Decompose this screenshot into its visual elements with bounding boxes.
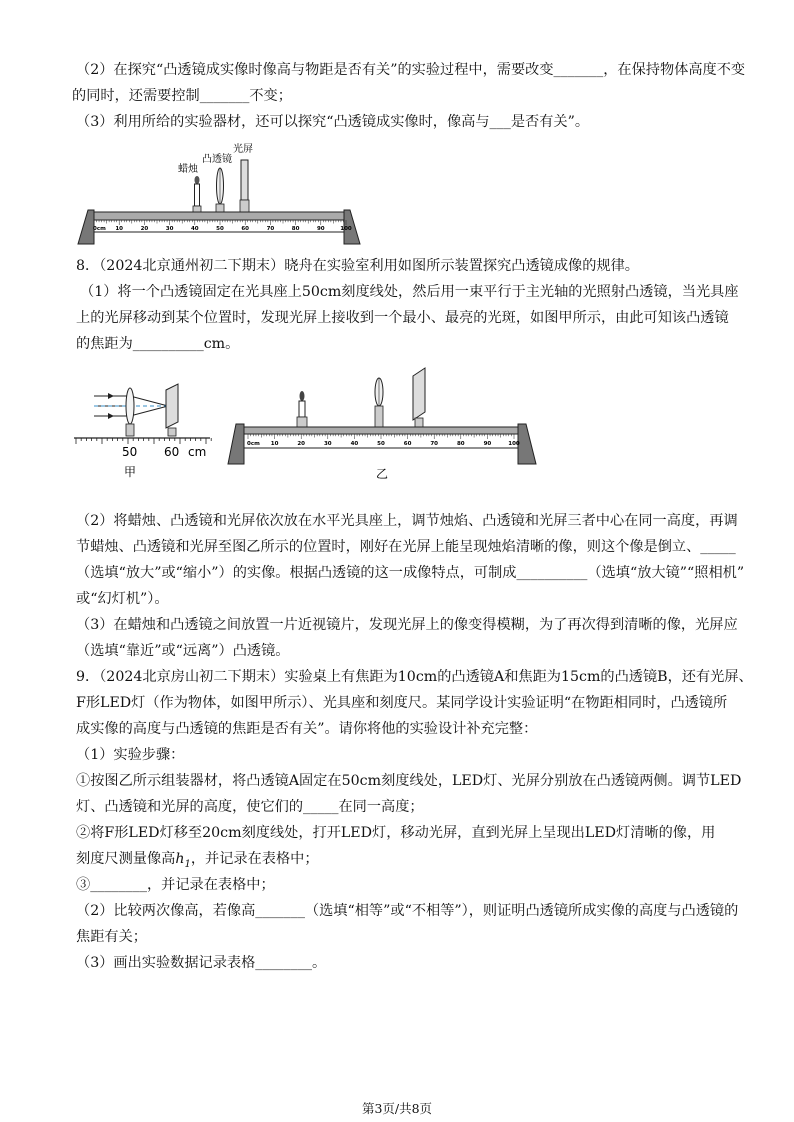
light-screen bbox=[240, 160, 249, 212]
text-line: 的同时，还需要控制_______不变； bbox=[72, 88, 292, 104]
text-line: F形LED灯（作为物体，如图甲所示）、光具座和刻度尺。某同学设计实验证明“在物距相同时，凸透镜所 bbox=[76, 695, 728, 711]
text-line: （1）将一个凸透镜固定在光具座上50cm刻度线处，然后用一束平行于主光轴的光照射凸透镜，当光具座 bbox=[80, 284, 739, 300]
candle bbox=[297, 391, 307, 427]
text-line: ①按图乙所示组装器材，将凸透镜A固定在50cm刻度线处，LED灯、光屏分别放在凸透镜两侧。调节LED bbox=[76, 773, 742, 789]
scale-tick-label: 60 bbox=[403, 441, 412, 447]
text-line: （3）利用所给的实验器材，还可以探究“凸透镜成实像时，像高与___是否有关”。 bbox=[76, 114, 590, 130]
optical-bench-figure bbox=[70, 140, 370, 250]
text-line: （3）在蜡烛和凸透镜之间放置一片近视镜片，发现光屏上的像变得模糊，为了再次得到清晰的像，光屏应 bbox=[76, 617, 738, 633]
text-line: （1）实验步骤： bbox=[76, 747, 185, 763]
text-line: 的焦距为__________cm。 bbox=[76, 336, 240, 352]
text-segment: ，并记录在表格中； bbox=[190, 851, 319, 867]
text-line: 或“幻灯机”）。 bbox=[76, 591, 169, 607]
unit-cm: cm bbox=[188, 445, 207, 459]
image-height-subscript: 1 bbox=[184, 858, 191, 870]
light-screen bbox=[166, 384, 178, 428]
scale-tick-label: 30 bbox=[165, 226, 174, 232]
lens bbox=[126, 388, 134, 424]
caption-jia: 甲 bbox=[124, 465, 137, 479]
text-line: （3）画出实验数据记录表格________。 bbox=[76, 955, 327, 971]
text-line: 节蜡烛、凸透镜和光屏至图乙所示的位置时，刚好在光屏上能呈现烛焰清晰的像，则这个像是倒立、_____ bbox=[76, 539, 736, 555]
candle-label: 蜡烛 bbox=[178, 164, 198, 175]
text-line: （2）在探究“凸透镜成实像时像高与物距是否有关”的实验过程中，需要改变_______，在保持物体高度不变 bbox=[76, 62, 746, 78]
text-line: （选填“靠近”或“远离”）凸透镜。 bbox=[76, 643, 290, 659]
scale-tick-label: 0cm bbox=[247, 441, 260, 447]
text-line bbox=[76, 849, 319, 875]
question-9-title: 9．（2024北京房山初二下期末）实验桌上有焦距为10cm的凸透镜A和焦距为15cm的凸透镜B，还有光屏、 bbox=[76, 669, 753, 685]
scale-tick-label: 60 bbox=[241, 226, 250, 232]
page-footer: 第3页/共8页 bbox=[361, 1101, 433, 1116]
scale-tick-label: 50 bbox=[216, 226, 224, 232]
scale-tick-label: 10 bbox=[270, 441, 279, 447]
text-line: （选填“放大”或“缩小”）的实像。根据凸透镜的这一成像特点，可制成__________（选填“放大镜”“照相机” bbox=[76, 565, 745, 581]
scale-tick-label: 90 bbox=[316, 226, 325, 232]
text-line: （2）将蜡烛、凸透镜和光屏依次放在水平光具座上，调节烛焰、凸透镜和光屏三者中心在同一高度，再调 bbox=[76, 513, 738, 529]
screen-label: 光屏 bbox=[233, 144, 253, 155]
lens bbox=[375, 378, 383, 427]
scale-tick-label: 90 bbox=[483, 441, 492, 447]
figure-yi bbox=[226, 366, 542, 482]
scale-tick-label: 40 bbox=[350, 441, 359, 447]
candle bbox=[193, 176, 201, 212]
scale-tick-label: 20 bbox=[140, 226, 149, 232]
text-line: ③________，并记录在表格中； bbox=[76, 877, 275, 893]
scale-tick-label: 40 bbox=[190, 226, 199, 232]
text-line: 上的光屏移动到某个位置时，发现光屏上接收到一个最小、最亮的光斑，如图甲所示，由此可知该凸透镜 bbox=[76, 310, 729, 326]
light-screen bbox=[413, 368, 425, 427]
scale-tick-label: 100 bbox=[340, 226, 352, 232]
scale-tick-label: 100 bbox=[508, 441, 520, 447]
scale-tick-label: 0cm bbox=[93, 226, 106, 232]
tick-60: 60 bbox=[164, 445, 180, 459]
scale-tick-label: 50 bbox=[377, 441, 385, 447]
text-line: ②将F形LED灯移至20cm刻度线处，打开LED灯，移动光屏，直到光屏上呈现出LED灯清晰的像，用 bbox=[76, 825, 716, 841]
text-line: 灯、凸透镜和光屏的高度，使它们的_____在同一高度； bbox=[76, 799, 424, 815]
figure-jia bbox=[74, 374, 224, 494]
scale-tick-label: 70 bbox=[266, 226, 275, 232]
tick-50: 50 bbox=[122, 445, 138, 459]
scale-tick-label: 70 bbox=[430, 441, 439, 447]
scale-tick-label: 30 bbox=[323, 441, 332, 447]
text-line: 成实像的高度与凸透镜的焦距是否有关”。请你将他的实验设计补充完整： bbox=[76, 721, 538, 737]
lens-label: 凸透镜 bbox=[202, 154, 232, 165]
scale-tick-label: 20 bbox=[297, 441, 306, 447]
question-8-title: 8．（2024北京通州初二下期末）晓舟在实验室利用如图所示装置探究凸透镜成像的规律。 bbox=[76, 258, 639, 274]
lens bbox=[216, 168, 224, 212]
scale-tick-label: 80 bbox=[291, 226, 300, 232]
caption-yi: 乙 bbox=[376, 467, 389, 481]
image-height-variable: h bbox=[175, 851, 185, 867]
scale-tick-label: 80 bbox=[456, 441, 465, 447]
text-line: 焦距有关； bbox=[76, 929, 147, 945]
text-segment: 刻度尺测量像高 bbox=[76, 851, 176, 867]
text-line: （2）比较两次像高，若像高_______（选填“相等”或“不相等”），则证明凸透镜所成实像的高度与凸透镜的 bbox=[76, 903, 739, 919]
scale-tick-label: 10 bbox=[115, 226, 124, 232]
